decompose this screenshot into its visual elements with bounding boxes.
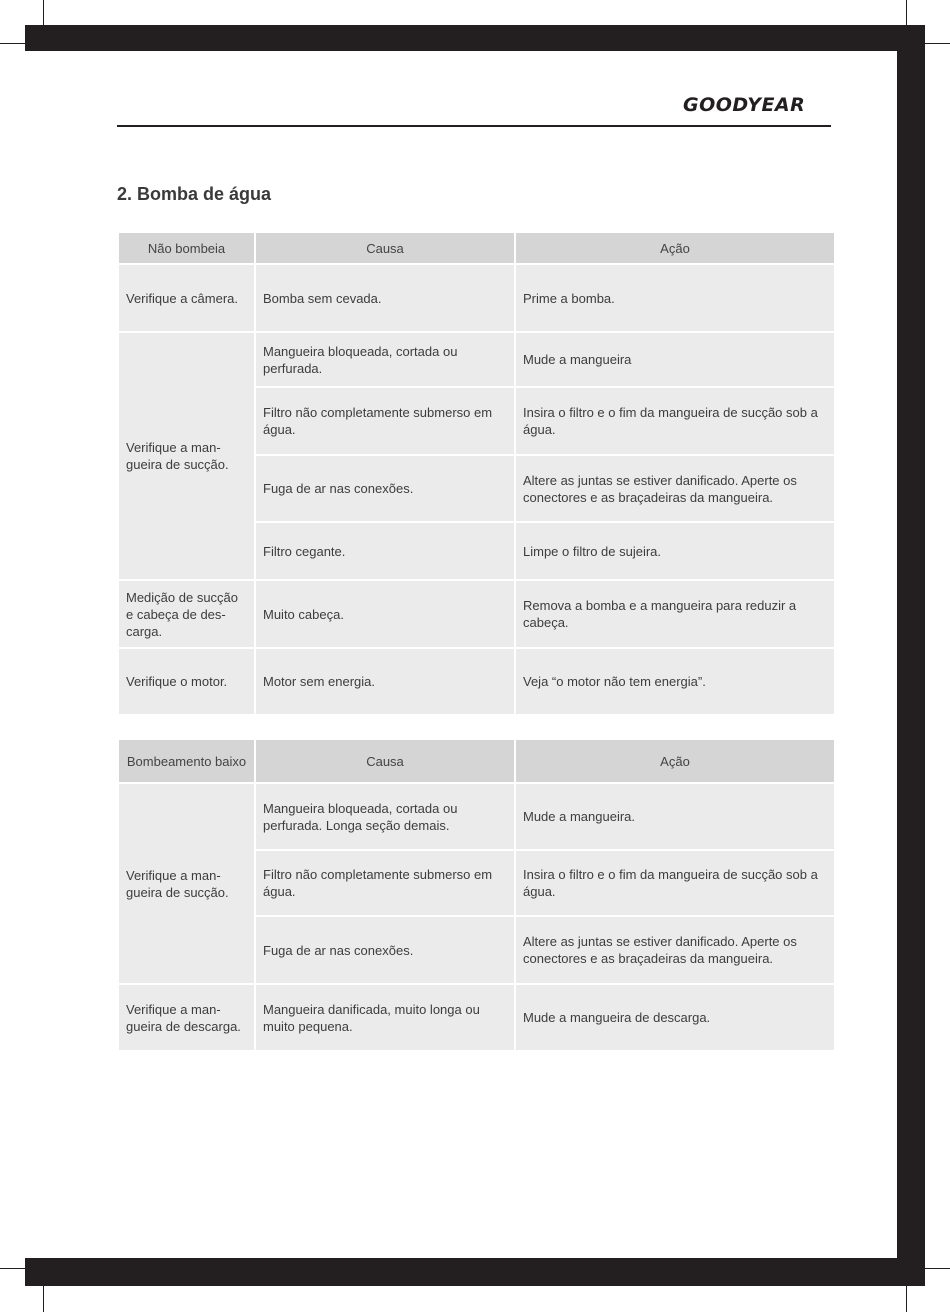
check-cell: Medição de sucção e cabeça de des-carga.: [119, 581, 254, 647]
action-cell: Mude a mangueira: [516, 333, 834, 386]
action-cell: Altere as juntas se estiver danificado. Aperte os conectores e as braçadeiras da mangueira.: [516, 456, 834, 521]
cause-cell: Mangueira bloqueada, cortada ou perfurada. Longa seção demais.: [256, 784, 514, 849]
section-title: 2. Bomba de água: [117, 184, 272, 204]
crop-mark: [0, 1268, 36, 1269]
table-row: [119, 265, 834, 331]
right-border-band: [897, 25, 925, 1286]
action-cell: Veja “o motor não tem energia”.: [516, 649, 834, 714]
cause-cell: Mangueira danificada, muito longa ou muito pequena.: [256, 985, 514, 1050]
column-header-cause: Causa: [256, 233, 514, 263]
table-row: [119, 333, 834, 386]
cause-cell: Filtro cegante.: [256, 523, 514, 579]
column-header-action: Ação: [516, 233, 834, 263]
cause-cell: Motor sem energia.: [256, 649, 514, 714]
crop-mark: [914, 1268, 950, 1269]
cause-cell: Filtro não completamente submerso em água.: [256, 388, 514, 454]
crop-mark: [914, 43, 950, 44]
check-cell: Verifique a man-gueira de sucção.: [119, 333, 254, 579]
cause-cell: Mangueira bloqueada, cortada ou perfurada.: [256, 333, 514, 386]
cause-cell: Fuga de ar nas conexões.: [256, 917, 514, 983]
cause-cell: Muito cabeça.: [256, 581, 514, 647]
action-cell: Mude a mangueira.: [516, 784, 834, 849]
action-cell: Mude a mangueira de descarga.: [516, 985, 834, 1050]
table-row: [119, 784, 834, 849]
crop-mark: [906, 1276, 907, 1312]
header-rule: [117, 125, 831, 127]
troubleshooting-table-low-pumping: [117, 738, 836, 1052]
top-border-band: [25, 25, 925, 51]
troubleshooting-table-no-pumping: [117, 231, 836, 716]
check-cell: Verifique o motor.: [119, 649, 254, 714]
bottom-border-band: [25, 1258, 925, 1286]
column-header-cause: Causa: [256, 740, 514, 782]
action-cell: Insira o filtro e o fim da mangueira de sucção sob a água.: [516, 388, 834, 454]
crop-mark: [0, 43, 36, 44]
goodyear-logo: GOODYEAR: [683, 94, 806, 116]
column-header-problem: Não bombeia: [119, 233, 254, 263]
cause-cell: Bomba sem cevada.: [256, 265, 514, 331]
table-row: [119, 985, 834, 1050]
action-cell: Limpe o filtro de sujeira.: [516, 523, 834, 579]
column-header-action: Ação: [516, 740, 834, 782]
check-cell: Verifique a câmera.: [119, 265, 254, 331]
action-cell: Remova a bomba e a mangueira para reduzir a cabeça.: [516, 581, 834, 647]
cause-cell: Filtro não completamente submerso em água.: [256, 851, 514, 915]
check-cell: Verifique a man-gueira de descarga.: [119, 985, 254, 1050]
crop-mark: [906, 0, 907, 36]
check-cell: Verifique a man-gueira de sucção.: [119, 784, 254, 983]
action-cell: Insira o filtro e o fim da mangueira de sucção sob a água.: [516, 851, 834, 915]
table-row: [119, 649, 834, 714]
crop-mark: [43, 1276, 44, 1312]
action-cell: Prime a bomba.: [516, 265, 834, 331]
action-cell: Altere as juntas se estiver danificado. Aperte os conectores e as braçadeiras da mangueira.: [516, 917, 834, 983]
cause-cell: Fuga de ar nas conexões.: [256, 456, 514, 521]
crop-mark: [43, 0, 44, 36]
table-row: [119, 581, 834, 647]
column-header-problem: Bombeamento baixo: [119, 740, 254, 782]
